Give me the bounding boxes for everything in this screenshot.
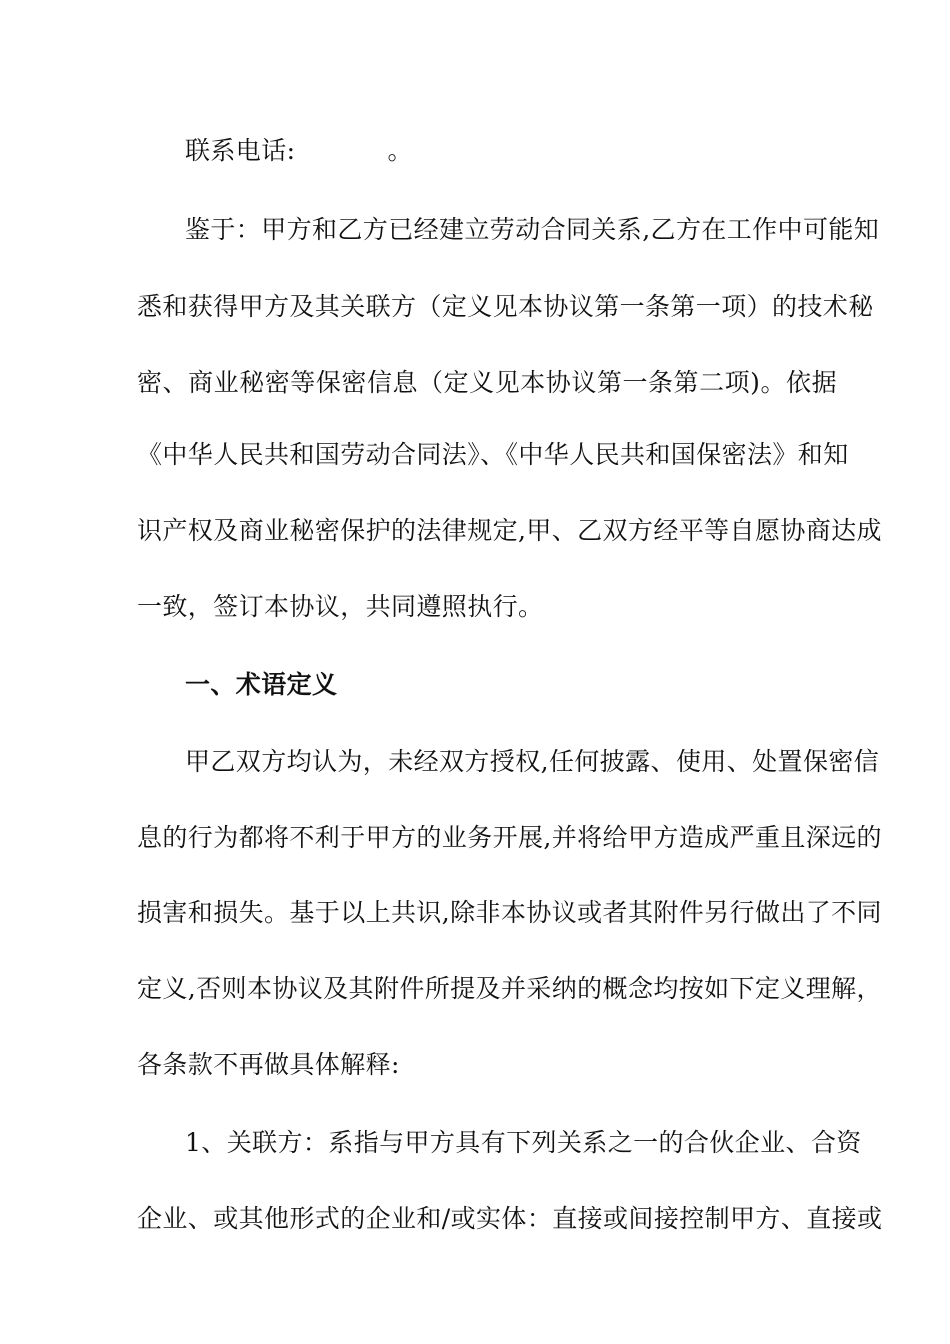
preamble-line-4: 《中华人民共和国劳动合同法》、《中华人民共和国保密法》和知 xyxy=(137,440,849,469)
clause-1-line-1: 1、关联方：系指与甲方具有下列关系之一的合伙企业、合资 xyxy=(185,1128,862,1157)
contact-phone-line xyxy=(185,136,837,166)
preamble-line-6: 一致，签订本协议，共同遵照执行。 xyxy=(137,592,544,621)
contact-phone-end: 。 xyxy=(387,136,413,165)
preamble-line-2: 悉和获得甲方及其关联方（定义见本协议第一条第一项）的技术秘 xyxy=(137,292,874,321)
section-heading: 一、术语定义 xyxy=(185,670,338,699)
consensus-line-2: 息的行为都将不利于甲方的业务开展,并将给甲方造成严重且深远的 xyxy=(137,823,882,852)
clause-1-line-2: 企业、或其他形式的企业和/或实体：直接或间接控制甲方、直接或 xyxy=(137,1204,883,1233)
consensus-line-4: 定义,否则本协议及其附件所提及并采纳的概念均按如下定义理解， xyxy=(137,974,882,1003)
preamble-line-5: 识产权及商业秘密保护的法律规定,甲、乙双方经平等自愿协商达成 xyxy=(137,516,882,545)
consensus-line-5: 各条款不再做具体解释: xyxy=(137,1050,400,1079)
consensus-line-1: 甲乙双方均认为，未经双方授权,任何披露、使用、处置保密信 xyxy=(185,747,880,776)
preamble-line-3: 密、商业秘密等保密信息（定义见本协议第一条第二项)。依据 xyxy=(137,368,837,397)
consensus-line-3: 损害和损失。基于以上共识,除非本协议或者其附件另行做出了不同 xyxy=(137,898,882,927)
contact-phone-label: 联系电话: xyxy=(185,136,296,165)
preamble-line-1: 鉴于：甲方和乙方已经建立劳动合同关系,乙方在工作中可能知 xyxy=(185,215,880,244)
